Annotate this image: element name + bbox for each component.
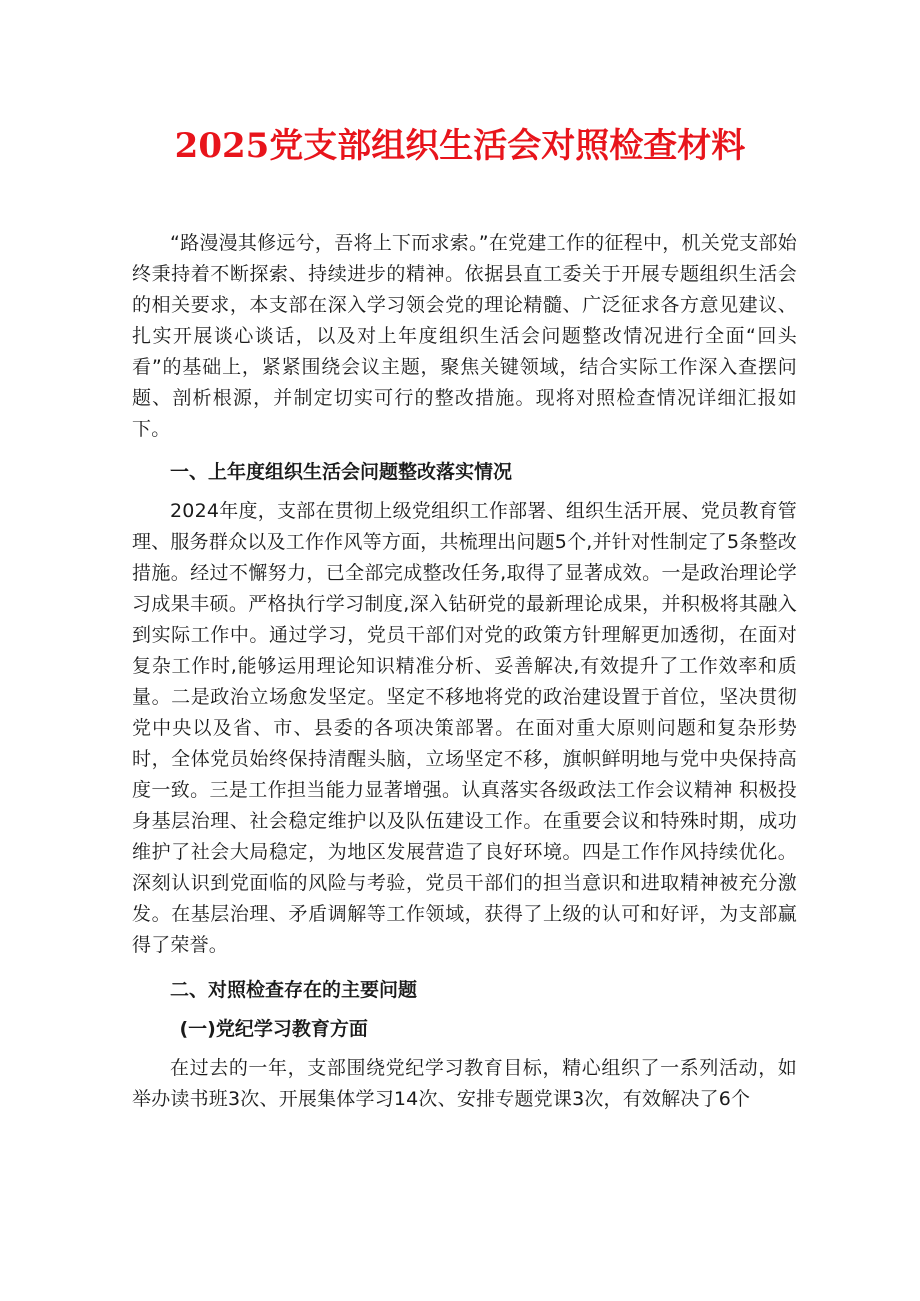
section1-paragraph: 2024年度，支部在贯彻上级党组织工作部署、组织生活开展、党员教育管理、服务群众以及工作作风等方面，共梳理出问题5个,并针对性制定了5条整改措施。经过不懈努力，已全部完成整改任务,取得了显著成效。一是政治理论学习成果丰硕。严格执行学习制度,深入钻研党的最新理论成果，并积极将其融入到实际工作中。通过学习，党员干部们对党的政策方针理解更加透彻，在面对复杂工作时,能够运用理论知识精准分析、妥善解决,有效提升了工作效率和质量。二是政治立场愈发坚定。坚定不移地将党的政治建设置于首位，坚决贯彻党中央以及省、市、县委的各项决策部署。在面对重大原则问题和复杂形势时，全体党员始终保持清醒头脑，立场坚定不移，旗帜鲜明地与党中央保持高度一致。三是工作担当能力显著增强。认真落实各级政法工作会议精神 积极投身基层治理、社会稳定维护以及队伍建设工作。在重要会议和特殊时期，成功维护了社会大局稳定，为地区发展营造了良好环境。四是工作作风持续优化。深刻认识到党面临的风险与考验，党员干部们的担当意识和进取精神被充分激发。在基层治理、矛盾调解等工作领域，获得了上级的认可和好评，为支部赢得了荣誉。 <box>132 500 797 956</box>
intro-paragraph: “路漫漫其修远兮，吾将上下而求索。”在党建工作的征程中，机关党支部始终秉持着不断探索、持续进步的精神。依据县直工委关于开展专题组织生活会的相关要求，本支部在深入学习领会党的理论精髓、广泛征求各方意见建议、扎实开展谈心谈话，以及对上年度组织生活会问题整改情况进行全面“回头看”的基础上，紧紧围绕会议主题，聚焦关键领域，结合实际工作深入查摆问题、剖析根源，并制定切实可行的整改措施。现将对照检查情况详细汇报如下。 <box>132 232 797 440</box>
document-body <box>132 228 797 1115</box>
subsection-heading-1: (一)党纪学习教育方面 <box>179 1018 368 1040</box>
document-title: 2025党支部组织生活会对照检查材料 <box>174 126 746 166</box>
subsection1-paragraph: 在过去的一年，支部围绕党纪学习教育目标，精心组织了一系列活动，如举办读书班3次、开展集体学习14次、安排专题党课3次，有效解决了6个 <box>132 1057 797 1110</box>
section-heading-1: 一、上年度组织生活会问题整改落实情况 <box>170 461 513 483</box>
section-heading-2: 二、对照检查存在的主要问题 <box>170 979 418 1001</box>
